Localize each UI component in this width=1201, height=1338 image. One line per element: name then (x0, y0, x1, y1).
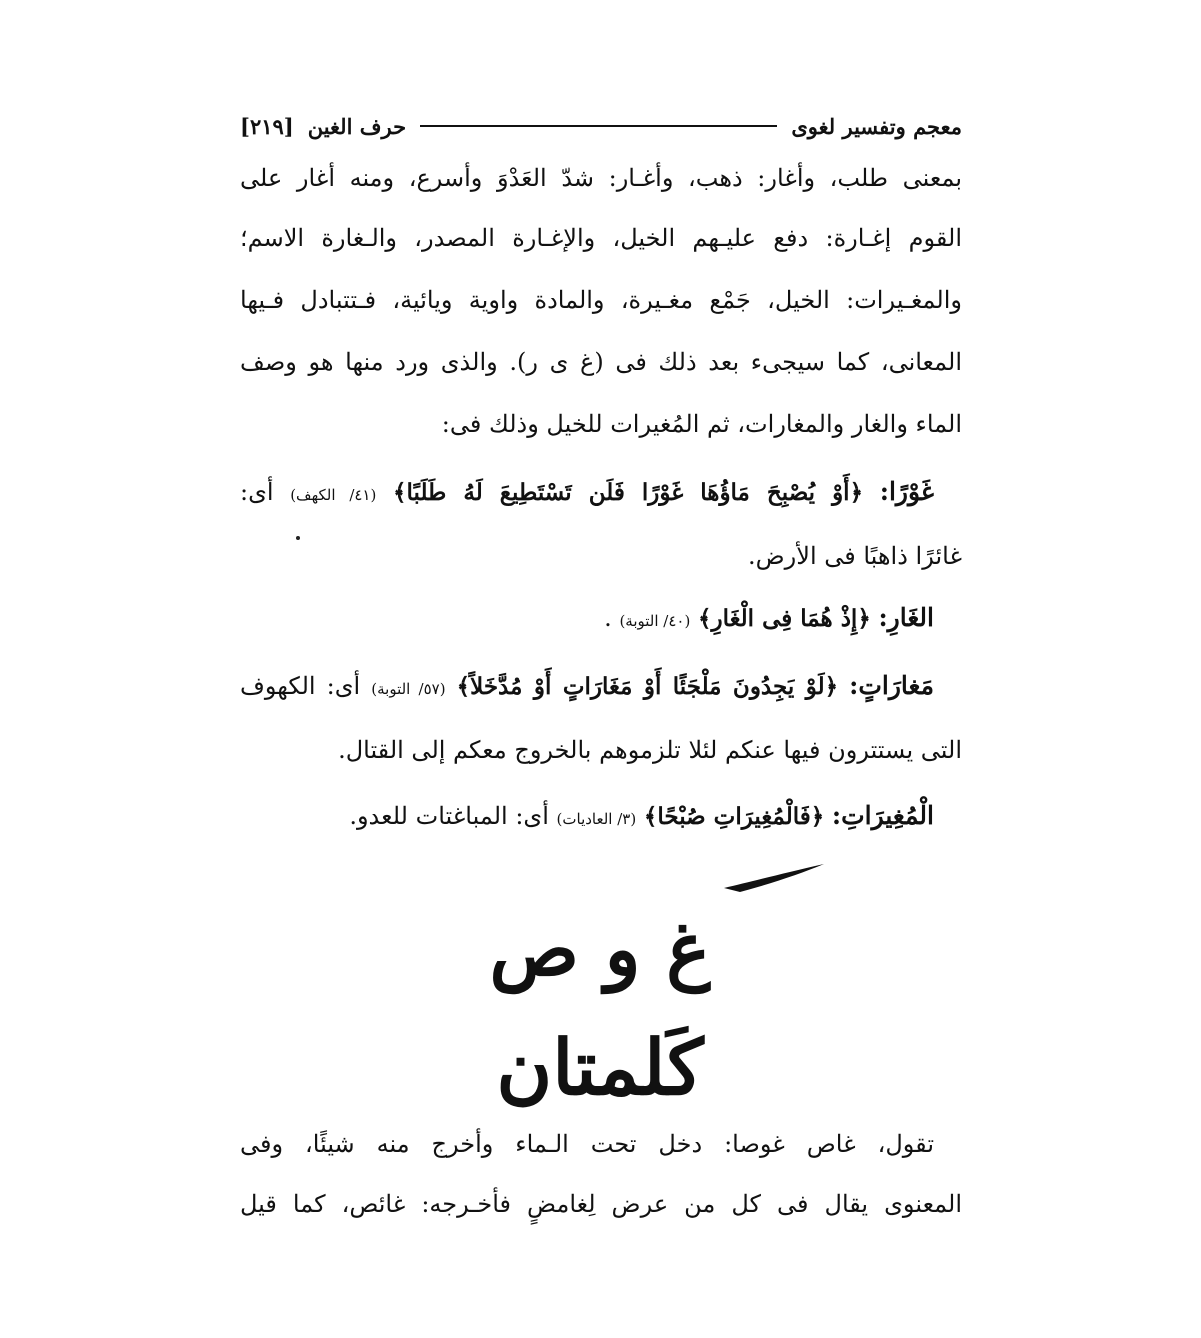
verse-reference: (٥٧/ التوبة) (371, 680, 446, 698)
flourish-stroke (720, 860, 830, 900)
quran-verse: ﴿فَالْمُغِيرَاتِ صُبْحًا﴾ (643, 803, 825, 830)
entry-gloss: أى: (240, 478, 274, 506)
entry-word: الغَارِ: (878, 603, 934, 632)
entry-gloss: . (604, 604, 612, 632)
print-speck (296, 536, 300, 540)
paragraph-line: الماء والغار والمغارات، ثم المُغيرات للخيل وذلك فى: (441, 410, 962, 438)
verse-reference: (٣/ العاديات) (556, 810, 637, 828)
verse-reference: (٤١/ الكهف) (290, 486, 377, 504)
chapter-title: حرف الغين (307, 113, 407, 139)
paragraph-line: القوم إغـارة: دفع عليـهم الخيل، والإغـارة المصدر، والـغارة الاسم؛ (240, 224, 962, 252)
word-count-heading: كَلمتان (496, 1023, 704, 1112)
paragraph-line: المعانى، كما سيجىء بعد ذلك فى (غ ى ر). والذى ورد منها هو وصف (240, 348, 962, 376)
entry-magharat (240, 666, 962, 709)
entry-word: غَوْرًا: (879, 477, 934, 506)
verse-reference: (٤٠/ التوبة) (619, 612, 691, 630)
paragraph-line: والمغـيرات: الخيل، جَمْع مغـيرة، والمادة واوية ويائية، فـتتبادل فـيها (240, 286, 962, 314)
root-heading: غ و ص (489, 907, 711, 993)
paragraph-line: بمعنى طلب، وأغار: ذهب، وأغـار: شدّ العَدْوَ وأسرع، ومنه أغار على (240, 164, 962, 192)
book-title: معجم وتفسير لغوى (791, 113, 962, 139)
entry-ghar (240, 598, 962, 641)
quran-verse: ﴿إِذْ هُمَا فِى الْغَارِ﴾ (697, 605, 871, 632)
quran-verse: ﴿أَوْ يُصْبِحَ مَاؤُهَا غَوْرًا فَلَن تَسْتَطِيعَ لَهُ طَلَبًا﴾ (393, 479, 864, 506)
page-number: [٢١٩] (240, 113, 294, 139)
quran-verse: ﴿لَوْ يَجِدُونَ مَلْجَئًا أَوْ مَغَارَاتٍ أَوْ مُدَّخَلاً﴾ (456, 673, 839, 700)
entry-gloss-line: غائرًا ذاهبًا فى الأرض. (748, 542, 962, 570)
running-header (240, 108, 962, 144)
entry-word: مَغارَاتٍ: (849, 671, 934, 700)
entry-word: الْمُغِيرَاتِ: (831, 801, 934, 830)
entry-gloss: أى: الكهوف (240, 672, 361, 700)
header-rule (420, 125, 777, 127)
entry-mughirat (240, 796, 962, 839)
paragraph-line: تقول، غاص غوصا: دخل تحت الـماء وأخرج منه شيئًا، وفى (240, 1130, 934, 1158)
entry-ghawr (240, 472, 962, 515)
paragraph-line: المعنوى يقال فى كل من عرض لِغامضٍ فأخـرجه: غائص، كما قيل (240, 1190, 962, 1218)
entry-gloss: أى: المباغتات للعدو. (349, 802, 549, 830)
entry-gloss-line: التى يستترون فيها عنكم لئلا تلزموهم بالخروج معكم إلى القتال. (338, 736, 962, 764)
